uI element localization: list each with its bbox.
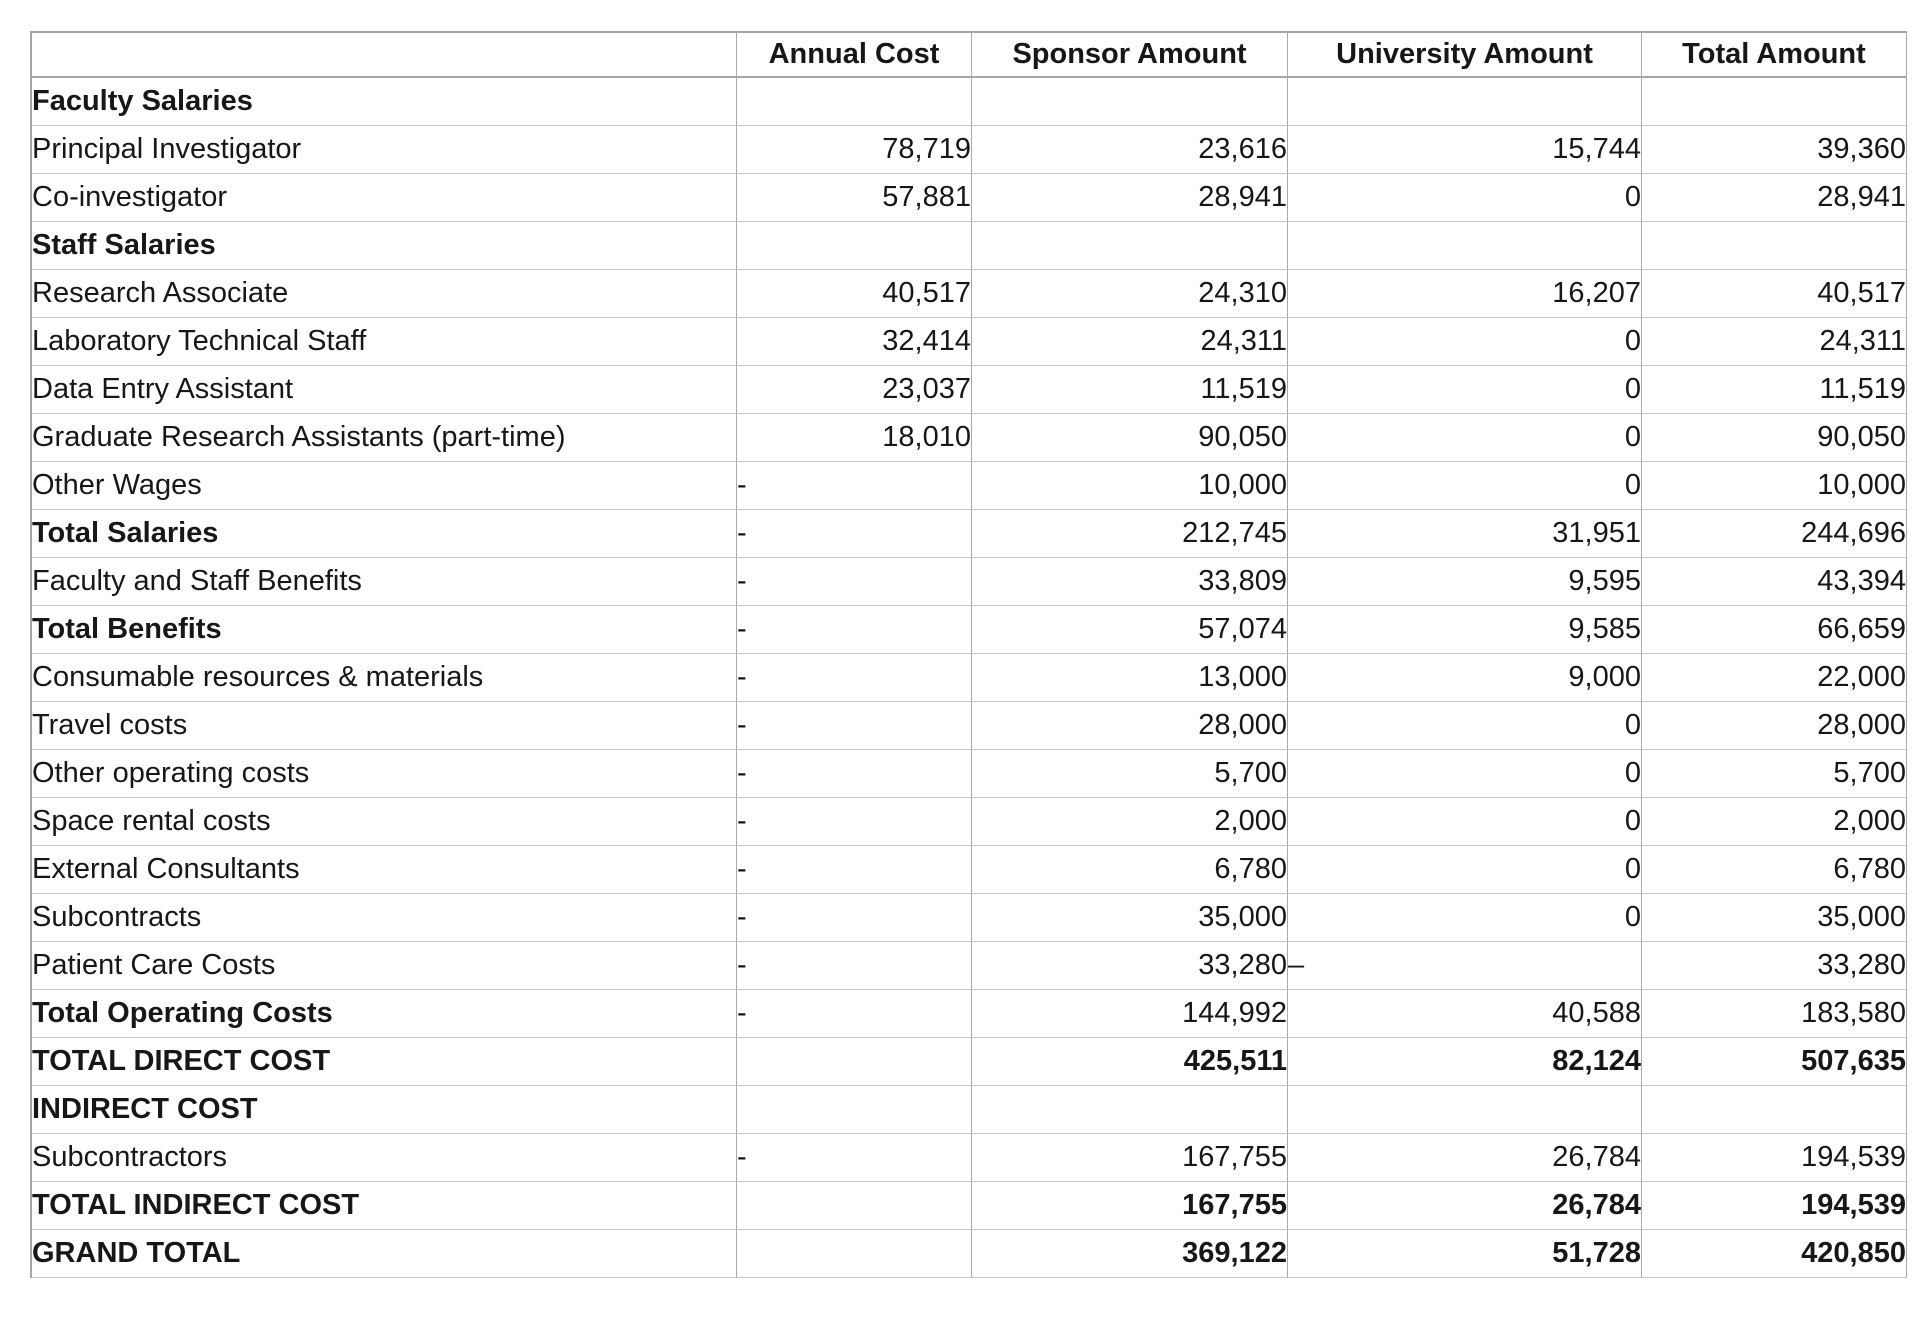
sponsor-amount-cell: 28,000 (972, 702, 1288, 750)
total-amount-cell: 43,394 (1642, 558, 1907, 606)
row-label-cell: Travel costs (32, 702, 737, 750)
university-amount-cell: 9,000 (1288, 654, 1642, 702)
total-amount-cell: 10,000 (1642, 462, 1907, 510)
row-label-cell: INDIRECT COST (32, 1086, 737, 1134)
table-row (32, 894, 1907, 942)
row-label-cell: Total Salaries (32, 510, 737, 558)
table-row (32, 1086, 1907, 1134)
university-amount-cell: 15,744 (1288, 126, 1642, 174)
annual-cost-cell: 23,037 (737, 366, 972, 414)
table-row (32, 1182, 1907, 1230)
table-row (32, 126, 1907, 174)
total-amount-cell: 40,517 (1642, 270, 1907, 318)
total-amount-cell: 66,659 (1642, 606, 1907, 654)
university-amount-cell: 51,728 (1288, 1230, 1642, 1278)
table-row (32, 1134, 1907, 1182)
university-amount-cell: 0 (1288, 894, 1642, 942)
column-header-university-amount: University Amount (1288, 33, 1642, 78)
sponsor-amount-cell (972, 222, 1288, 270)
sponsor-amount-cell: 33,809 (972, 558, 1288, 606)
annual-cost-cell: - (737, 654, 972, 702)
sponsor-amount-cell: 425,511 (972, 1038, 1288, 1086)
table-row (32, 318, 1907, 366)
table-row (32, 414, 1907, 462)
university-amount-cell: 0 (1288, 846, 1642, 894)
total-amount-cell (1642, 222, 1907, 270)
row-label-cell: Data Entry Assistant (32, 366, 737, 414)
annual-cost-cell: - (737, 798, 972, 846)
total-amount-cell: 194,539 (1642, 1182, 1907, 1230)
annual-cost-cell: - (737, 942, 972, 990)
university-amount-cell: 0 (1288, 366, 1642, 414)
annual-cost-cell: - (737, 1134, 972, 1182)
sponsor-amount-cell: 35,000 (972, 894, 1288, 942)
university-amount-cell (1288, 1086, 1642, 1134)
university-amount-cell: 0 (1288, 702, 1642, 750)
row-label-cell: Other operating costs (32, 750, 737, 798)
row-label-cell: Laboratory Technical Staff (32, 318, 737, 366)
row-label-cell: External Consultants (32, 846, 737, 894)
university-amount-cell: 0 (1288, 318, 1642, 366)
table-row (32, 510, 1907, 558)
total-amount-cell: 183,580 (1642, 990, 1907, 1038)
sponsor-amount-cell: 6,780 (972, 846, 1288, 894)
row-label-cell: TOTAL DIRECT COST (32, 1038, 737, 1086)
column-header-empty (32, 33, 737, 78)
budget-table-container (30, 31, 1907, 1278)
annual-cost-cell: 40,517 (737, 270, 972, 318)
sponsor-amount-cell: 24,310 (972, 270, 1288, 318)
university-amount-cell: 40,588 (1288, 990, 1642, 1038)
annual-cost-cell (737, 222, 972, 270)
row-label-cell: Space rental costs (32, 798, 737, 846)
university-amount-cell: 0 (1288, 798, 1642, 846)
annual-cost-cell: 32,414 (737, 318, 972, 366)
sponsor-amount-cell: 2,000 (972, 798, 1288, 846)
sponsor-amount-cell: 90,050 (972, 414, 1288, 462)
row-label-cell: Graduate Research Assistants (part-time) (32, 414, 737, 462)
university-amount-cell: – (1288, 942, 1642, 990)
row-label-cell: Consumable resources & materials (32, 654, 737, 702)
university-amount-cell: 9,595 (1288, 558, 1642, 606)
row-label-cell: Co-investigator (32, 174, 737, 222)
university-amount-cell: 9,585 (1288, 606, 1642, 654)
table-row (32, 174, 1907, 222)
row-label-cell: Subcontractors (32, 1134, 737, 1182)
sponsor-amount-cell: 13,000 (972, 654, 1288, 702)
table-row (32, 1230, 1907, 1278)
university-amount-cell: 26,784 (1288, 1182, 1642, 1230)
annual-cost-cell (737, 1230, 972, 1278)
row-label-cell: GRAND TOTAL (32, 1230, 737, 1278)
university-amount-cell: 0 (1288, 750, 1642, 798)
university-amount-cell: 82,124 (1288, 1038, 1642, 1086)
annual-cost-cell: - (737, 750, 972, 798)
table-row (32, 750, 1907, 798)
university-amount-cell: 0 (1288, 174, 1642, 222)
sponsor-amount-cell: 212,745 (972, 510, 1288, 558)
annual-cost-cell: 78,719 (737, 126, 972, 174)
total-amount-cell: 35,000 (1642, 894, 1907, 942)
row-label-cell: Faculty and Staff Benefits (32, 558, 737, 606)
university-amount-cell: 16,207 (1288, 270, 1642, 318)
table-row (32, 798, 1907, 846)
sponsor-amount-cell: 23,616 (972, 126, 1288, 174)
total-amount-cell: 507,635 (1642, 1038, 1907, 1086)
annual-cost-cell: - (737, 558, 972, 606)
table-row (32, 942, 1907, 990)
sponsor-amount-cell: 11,519 (972, 366, 1288, 414)
column-header-sponsor-amount: Sponsor Amount (972, 33, 1288, 78)
row-label-cell: Patient Care Costs (32, 942, 737, 990)
table-row (32, 462, 1907, 510)
total-amount-cell (1642, 1086, 1907, 1134)
column-header-total-amount: Total Amount (1642, 33, 1907, 78)
row-label-cell: Total Benefits (32, 606, 737, 654)
sponsor-amount-cell: 57,074 (972, 606, 1288, 654)
annual-cost-cell: - (737, 990, 972, 1038)
table-row (32, 366, 1907, 414)
annual-cost-cell (737, 1182, 972, 1230)
annual-cost-cell (737, 1086, 972, 1134)
total-amount-cell: 11,519 (1642, 366, 1907, 414)
total-amount-cell: 420,850 (1642, 1230, 1907, 1278)
row-label-cell: Research Associate (32, 270, 737, 318)
total-amount-cell: 22,000 (1642, 654, 1907, 702)
annual-cost-cell: 18,010 (737, 414, 972, 462)
total-amount-cell: 2,000 (1642, 798, 1907, 846)
annual-cost-cell: - (737, 894, 972, 942)
total-amount-cell (1642, 78, 1907, 126)
sponsor-amount-cell: 5,700 (972, 750, 1288, 798)
sponsor-amount-cell: 369,122 (972, 1230, 1288, 1278)
total-amount-cell: 6,780 (1642, 846, 1907, 894)
sponsor-amount-cell (972, 78, 1288, 126)
table-row (32, 702, 1907, 750)
total-amount-cell: 194,539 (1642, 1134, 1907, 1182)
table-row (32, 558, 1907, 606)
total-amount-cell: 28,941 (1642, 174, 1907, 222)
annual-cost-cell: - (737, 510, 972, 558)
sponsor-amount-cell: 10,000 (972, 462, 1288, 510)
university-amount-cell: 0 (1288, 462, 1642, 510)
total-amount-cell: 33,280 (1642, 942, 1907, 990)
annual-cost-cell (737, 1038, 972, 1086)
university-amount-cell: 31,951 (1288, 510, 1642, 558)
row-label-cell: Principal Investigator (32, 126, 737, 174)
total-amount-cell: 5,700 (1642, 750, 1907, 798)
row-label-cell: Subcontracts (32, 894, 737, 942)
table-row (32, 990, 1907, 1038)
annual-cost-cell: - (737, 606, 972, 654)
row-label-cell: Other Wages (32, 462, 737, 510)
table-row (32, 222, 1907, 270)
table-row (32, 654, 1907, 702)
row-label-cell: Faculty Salaries (32, 78, 737, 126)
sponsor-amount-cell: 167,755 (972, 1182, 1288, 1230)
table-row (32, 1038, 1907, 1086)
total-amount-cell: 90,050 (1642, 414, 1907, 462)
annual-cost-cell (737, 78, 972, 126)
university-amount-cell (1288, 78, 1642, 126)
total-amount-cell: 39,360 (1642, 126, 1907, 174)
university-amount-cell: 26,784 (1288, 1134, 1642, 1182)
header-row (32, 33, 1907, 78)
sponsor-amount-cell: 144,992 (972, 990, 1288, 1038)
total-amount-cell: 28,000 (1642, 702, 1907, 750)
sponsor-amount-cell (972, 1086, 1288, 1134)
annual-cost-cell: - (737, 702, 972, 750)
column-header-annual-cost: Annual Cost (737, 33, 972, 78)
annual-cost-cell: - (737, 462, 972, 510)
row-label-cell: TOTAL INDIRECT COST (32, 1182, 737, 1230)
university-amount-cell: 0 (1288, 414, 1642, 462)
budget-table (30, 31, 1907, 1278)
row-label-cell: Staff Salaries (32, 222, 737, 270)
total-amount-cell: 24,311 (1642, 318, 1907, 366)
university-amount-cell (1288, 222, 1642, 270)
table-row (32, 270, 1907, 318)
sponsor-amount-cell: 33,280 (972, 942, 1288, 990)
sponsor-amount-cell: 167,755 (972, 1134, 1288, 1182)
sponsor-amount-cell: 24,311 (972, 318, 1288, 366)
annual-cost-cell: 57,881 (737, 174, 972, 222)
sponsor-amount-cell: 28,941 (972, 174, 1288, 222)
row-label-cell: Total Operating Costs (32, 990, 737, 1038)
annual-cost-cell: - (737, 846, 972, 894)
table-row (32, 846, 1907, 894)
table-row (32, 606, 1907, 654)
table-row (32, 78, 1907, 126)
total-amount-cell: 244,696 (1642, 510, 1907, 558)
